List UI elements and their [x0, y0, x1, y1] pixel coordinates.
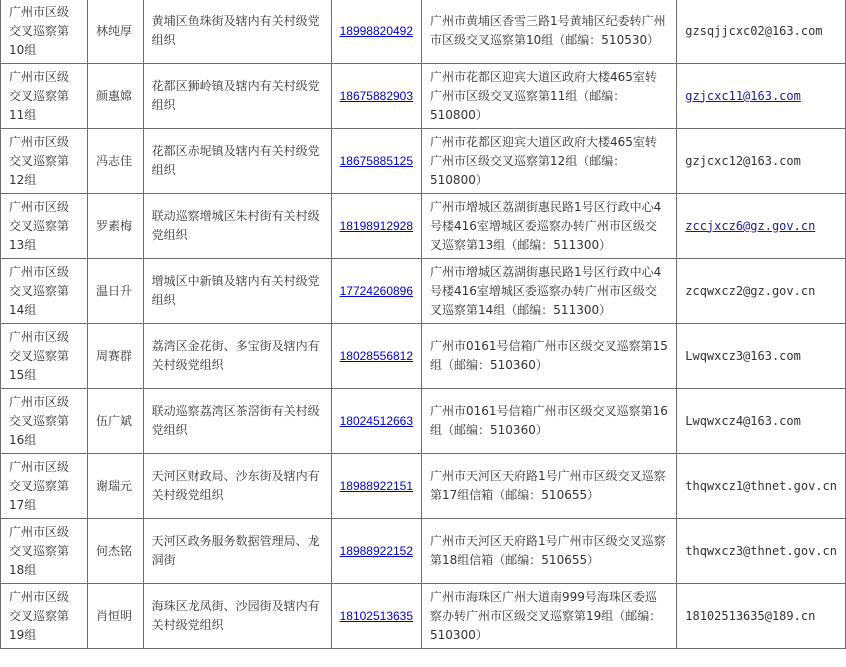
inspection-target-cell: 花都区赤坭镇及辖内有关村级党组织 [143, 129, 331, 194]
phone-cell [331, 584, 421, 649]
table-row [1, 519, 846, 584]
leader-name-cell: 何杰铭 [88, 519, 144, 584]
phone-cell [331, 0, 421, 64]
table-row [1, 129, 846, 194]
email-cell-link[interactable]: zccjxcz6@gz.gov.cn [685, 218, 816, 233]
email-cell: zcqwxcz2@gz.gov.cn [677, 259, 846, 324]
mailing-address-cell: 广州市天河区天府路1号广州市区级交叉巡察第18组信箱（邮编：510655） [422, 519, 677, 584]
phone-cell-link[interactable]: 18198912928 [339, 218, 414, 233]
mailing-address-cell: 广州市花都区迎宾大道区政府大楼465室转广州市区级交叉巡察第12组（邮编：510800） [422, 129, 677, 194]
table-row [1, 454, 846, 519]
phone-cell-link[interactable]: 18998820492 [339, 23, 414, 38]
phone-cell-link[interactable]: 18102513635 [339, 608, 414, 623]
team-name-cell: 广州市区级交叉巡察第17组 [1, 454, 88, 519]
phone-cell-link[interactable]: 18675882903 [339, 88, 414, 103]
leader-name-cell: 温日升 [88, 259, 144, 324]
inspection-target-cell: 天河区财政局、沙东街及辖内有关村级党组织 [143, 454, 331, 519]
phone-cell [331, 454, 421, 519]
inspection-target-cell: 荔湾区金花街、多宝街及辖内有关村级党组织 [143, 324, 331, 389]
team-name-cell: 广州市区级交叉巡察第16组 [1, 389, 88, 454]
inspection-target-cell: 花都区狮岭镇及辖内有关村级党组织 [143, 64, 331, 129]
team-name-cell: 广州市区级交叉巡察第19组 [1, 584, 88, 649]
team-name-cell: 广州市区级交叉巡察第15组 [1, 324, 88, 389]
email-cell [677, 194, 846, 259]
team-name-cell: 广州市区级交叉巡察第14组 [1, 259, 88, 324]
mailing-address-cell: 广州市0161号信箱广州市区级交叉巡察第15组（邮编：510360） [422, 324, 677, 389]
phone-cell [331, 389, 421, 454]
mailing-address-cell: 广州市增城区荔湖街惠民路1号区行政中心4号楼416室增城区委巡察办转广州市区级交叉巡察第13组（邮编：511300） [422, 194, 677, 259]
email-cell: thqwxcz1@thnet.gov.cn [677, 454, 846, 519]
email-cell: 18102513635@189.cn [677, 584, 846, 649]
email-cell [677, 64, 846, 129]
table-row [1, 194, 846, 259]
phone-cell [331, 64, 421, 129]
mailing-address-cell: 广州市0161号信箱广州市区级交叉巡察第16组（邮编：510360） [422, 389, 677, 454]
email-cell: Lwqwxcz4@163.com [677, 389, 846, 454]
inspection-target-cell: 海珠区龙凤街、沙园街及辖内有关村级党组织 [143, 584, 331, 649]
inspection-target-cell: 联动巡察增城区朱村街有关村级党组织 [143, 194, 331, 259]
email-cell: Lwqwxcz3@163.com [677, 324, 846, 389]
inspection-target-cell: 天河区政务服务数据管理局、龙洞街 [143, 519, 331, 584]
table-row [1, 324, 846, 389]
phone-cell-link[interactable]: 17724260896 [339, 283, 414, 298]
leader-name-cell: 周赛群 [88, 324, 144, 389]
leader-name-cell: 冯志佳 [88, 129, 144, 194]
table-row [1, 259, 846, 324]
phone-cell-link[interactable]: 18028556812 [339, 348, 414, 363]
team-name-cell: 广州市区级交叉巡察第11组 [1, 64, 88, 129]
phone-cell-link[interactable]: 18675885125 [339, 153, 414, 168]
team-name-cell: 广州市区级交叉巡察第18组 [1, 519, 88, 584]
phone-cell-link[interactable]: 18988922152 [339, 543, 414, 558]
table-row [1, 64, 846, 129]
table-body [1, 0, 846, 649]
team-name-cell: 广州市区级交叉巡察第13组 [1, 194, 88, 259]
mailing-address-cell: 广州市增城区荔湖街惠民路1号区行政中心4号楼416室增城区委巡察办转广州市区级交叉巡察第14组（邮编：511300） [422, 259, 677, 324]
table-row [1, 584, 846, 649]
leader-name-cell: 谢瑞元 [88, 454, 144, 519]
inspection-target-cell: 联动巡察荔湾区茶滘街有关村级党组织 [143, 389, 331, 454]
phone-cell [331, 519, 421, 584]
inspection-target-cell: 增城区中新镇及辖内有关村级党组织 [143, 259, 331, 324]
leader-name-cell: 伍广斌 [88, 389, 144, 454]
table-row [1, 389, 846, 454]
leader-name-cell: 肖恒明 [88, 584, 144, 649]
leader-name-cell: 颜惠嫦 [88, 64, 144, 129]
leader-name-cell: 林纯厚 [88, 0, 144, 64]
mailing-address-cell: 广州市海珠区广州大道南999号海珠区委巡察办转广州市区级交叉巡察第19组（邮编：510300） [422, 584, 677, 649]
team-name-cell: 广州市区级交叉巡察第10组 [1, 0, 88, 64]
email-cell-link[interactable]: gzjcxc11@163.com [685, 88, 801, 103]
phone-cell [331, 129, 421, 194]
mailing-address-cell: 广州市天河区天府路1号广州市区级交叉巡察第17组信箱（邮编：510655） [422, 454, 677, 519]
phone-cell [331, 324, 421, 389]
phone-cell [331, 194, 421, 259]
phone-cell-link[interactable]: 18988922151 [339, 478, 414, 493]
leader-name-cell: 罗素梅 [88, 194, 144, 259]
mailing-address-cell: 广州市花都区迎宾大道区政府大楼465室转广州市区级交叉巡察第11组（邮编：510800） [422, 64, 677, 129]
email-cell: thqwxcz3@thnet.gov.cn [677, 519, 846, 584]
phone-cell [331, 259, 421, 324]
mailing-address-cell: 广州市黄埔区香雪三路1号黄埔区纪委转广州市区级交叉巡察第10组（邮编：510530） [422, 0, 677, 64]
team-name-cell: 广州市区级交叉巡察第12组 [1, 129, 88, 194]
email-cell: gzjcxc12@163.com [677, 129, 846, 194]
email-cell: gzsqjjcxc02@163.com [677, 0, 846, 64]
table-row [1, 0, 846, 64]
phone-cell-link[interactable]: 18024512663 [339, 413, 414, 428]
inspection-target-cell: 黄埔区鱼珠街及辖内有关村级党组织 [143, 0, 331, 64]
